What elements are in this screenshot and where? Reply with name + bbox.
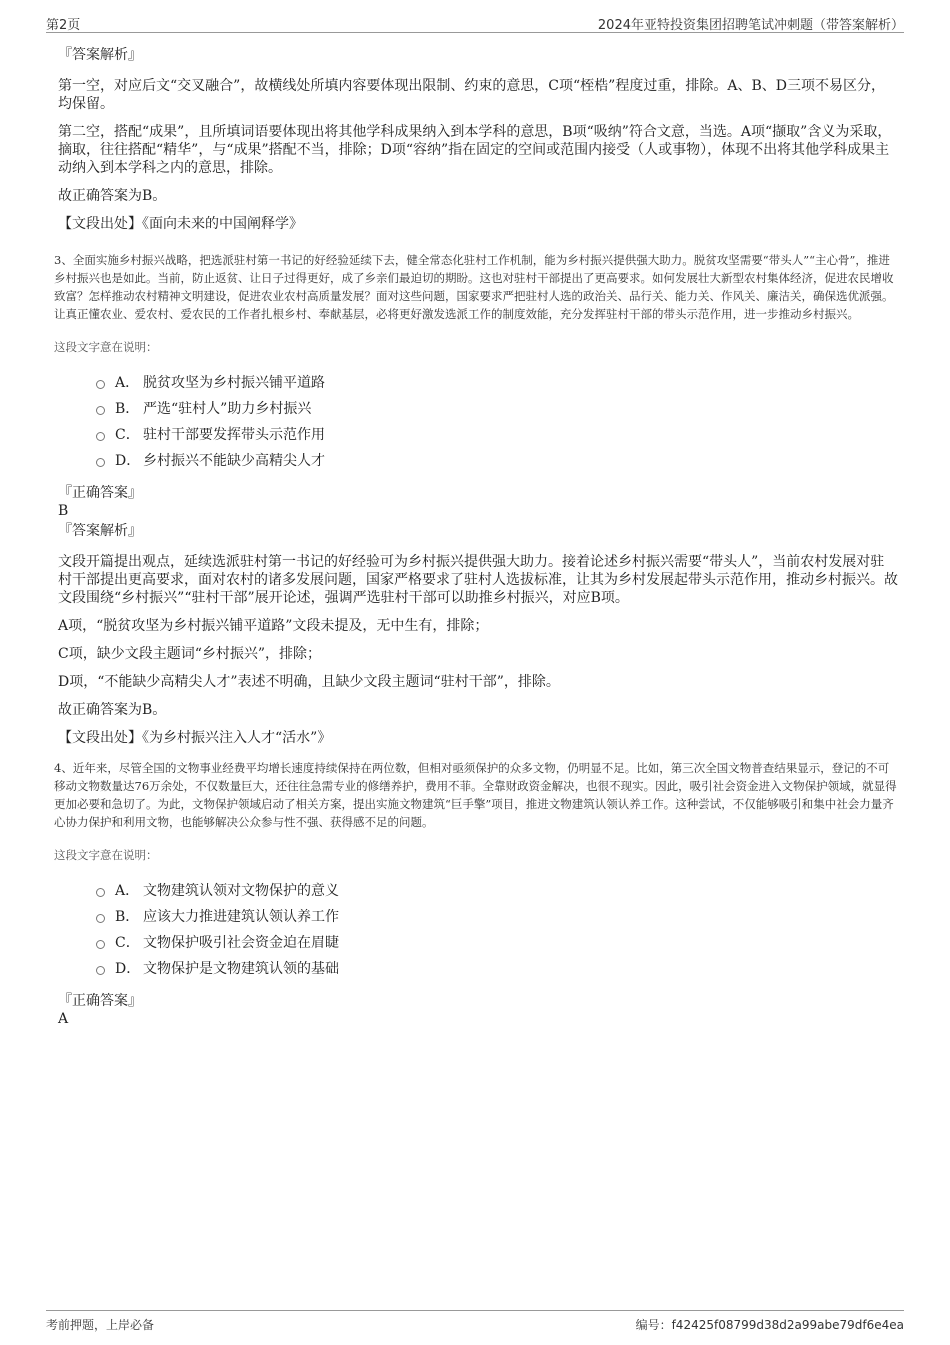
option-text: 文物建筑认领对文物保护的意义: [143, 883, 339, 899]
radio-icon[interactable]: [96, 966, 105, 975]
question-3-text: 3、全面实施乡村振兴战略，把选派驻村第一书记的好经验延续下去，健全常态化驻村工作机制，能为乡村振兴提供强大助力。脱贫攻坚需要“带头人”“主心骨”，推进乡村振兴也是如此。当前，防止返贫、让日子过得更好，成了乡亲们最迫切的期盼。这也对驻村干部提出了更高要求。如何发展壮大新型农村集体经济，促进农民增收致富？怎样推动农村精神文明建设，促进农业农村高质量发展？面对这些问题，国家要求严把驻村人选的政治关、品行关、能力关、作风关、廉洁关，确保选优派强。让真正懂农业、爱农村、爱农民的工作者扎根乡村、奉献基层，必将更好激发选派工作的制度效能，充分发挥驻村干部的带头示范作用，进一步推动乡村振兴。: [54, 253, 894, 321]
analysis-paragraph: 文段开篇提出观点，延续选派驻村第一书记的好经验可为乡村振兴提供强大助力。接着论述乡村振兴需要“带头人”，当前农村发展对驻村干部提出更高要求，面对农村的诸多发展问题，国家严格要求了驻村人选拔标准，让其为乡村发展起带头示范作用，推动乡村振兴。故文段围绕“乡村振兴”“驻村干部”展开论述，强调严选驻村干部可以助推乡村振兴，对应B项。: [58, 554, 898, 606]
radio-icon[interactable]: [96, 432, 105, 441]
correct-answer: B: [58, 503, 69, 519]
option-text: 应该大力推进建筑认领认养工作: [143, 909, 339, 925]
radio-icon[interactable]: [96, 914, 105, 923]
option-d[interactable]: [96, 447, 898, 473]
option-letter: C．: [115, 935, 140, 951]
option-text: 文物保护是文物建筑认领的基础: [143, 961, 339, 977]
analysis-paragraph: A项，“脱贫攻坚为乡村振兴铺平道路”文段未提及，无中生有，排除；: [58, 618, 489, 634]
option-a[interactable]: [96, 877, 898, 903]
page-number: 第2页: [46, 18, 81, 33]
source: 【文段出处】《面向未来的中国阐释学》: [58, 216, 303, 232]
option-b[interactable]: [96, 903, 898, 929]
option-text: 文物保护吸引社会资金迫在眉睫: [143, 935, 339, 951]
radio-icon[interactable]: [96, 458, 105, 467]
document-id: 编号：f42425f08799d38d2a99abe79df6e4ea: [635, 1318, 904, 1332]
option-text: 驻村干部要发挥带头示范作用: [143, 427, 325, 443]
option-b[interactable]: [96, 395, 898, 421]
option-text: 严选“驻村人”助力乡村振兴: [143, 401, 312, 417]
option-a[interactable]: [96, 369, 898, 395]
option-letter: A．: [115, 883, 140, 899]
option-letter: D．: [115, 961, 141, 977]
option-letter: B．: [115, 401, 140, 417]
analysis-label: 『答案解析』: [58, 523, 142, 539]
conclusion: 故正确答案为B。: [58, 702, 167, 718]
option-text: 脱贫攻坚为乡村振兴铺平道路: [143, 375, 325, 391]
question-3-options: [96, 369, 898, 473]
correct-answer-label: 『正确答案』: [58, 993, 142, 1009]
correct-answer: A: [58, 1011, 69, 1027]
question-prompt: 这段文字意在说明：: [54, 848, 158, 862]
analysis-paragraph: D项，“不能缺少高精尖人才”表述不明确，且缺少文段主题词“驻村干部”，排除。: [58, 674, 560, 690]
correct-answer-label: 『正确答案』: [58, 485, 142, 501]
option-letter: A．: [115, 375, 140, 391]
question-prompt: 这段文字意在说明：: [54, 340, 158, 354]
option-c[interactable]: [96, 929, 898, 955]
option-letter: B．: [115, 909, 140, 925]
radio-icon[interactable]: [96, 406, 105, 415]
source: 【文段出处】《为乡村振兴注入人才“活水”》: [58, 730, 332, 746]
question-4-options: [96, 877, 898, 981]
option-d[interactable]: [96, 955, 898, 981]
analysis-paragraph: 第二空，搭配“成果”，且所填词语要体现出将其他学科成果纳入到本学科的意思，B项“吸纳”符合文意，当选。A项“撷取”含义为采取，摘取，往往搭配“精华”，与“成果”搭配不当，排除；D项“容纳”指在固定的空间或范围内接受（人或事物），体现不出将其他学科成果主动纳入到本学科之内的意思，排除。: [58, 124, 892, 176]
page-footer: [46, 1310, 904, 1333]
analysis-paragraph: C项，缺少文段主题词“乡村振兴”，排除；: [58, 646, 322, 662]
footer-slogan: 考前押题，上岸必备: [46, 1318, 155, 1332]
option-letter: C．: [115, 427, 140, 443]
page-header: [46, 10, 904, 33]
conclusion: 故正确答案为B。: [58, 188, 167, 204]
document-title: 2024年亚特投资集团招聘笔试冲刺题（带答案解析）: [597, 18, 904, 33]
option-c[interactable]: [96, 421, 898, 447]
page-content: [54, 45, 898, 1029]
analysis-paragraph: 第一空，对应后文“交叉融合”，故横线处所填内容要体现出限制、约束的意思，C项“桎梏”程度过重，排除。A、B、D三项不易区分，均保留。: [58, 78, 885, 112]
radio-icon[interactable]: [96, 888, 105, 897]
radio-icon[interactable]: [96, 380, 105, 389]
analysis-label: 『答案解析』: [58, 47, 142, 63]
question-4-text: 4、近年来，尽管全国的文物事业经费平均增长速度持续保持在两位数，但相对亟须保护的众多文物，仍明显不足。比如，第三次全国文物普查结果显示，登记的不可移动文物数量达76万余处，不仅数量巨大，还往往急需专业的修缮养护，费用不菲。全靠财政资金解决，也很不现实。因此，吸引社会资金进入文物保护领域，就显得更加必要和急切了。为此，文物保护领域启动了相关方案，提出实施文物建筑“巨手擎”项目，推进文物建筑认领认养工作。这种尝试，不仅能够吸引和集中社会力量齐心协力保护和利用文物，也能够解决公众参与性不强、获得感不足的问题。: [54, 761, 897, 829]
option-letter: D．: [115, 453, 141, 469]
radio-icon[interactable]: [96, 940, 105, 949]
option-text: 乡村振兴不能缺少高精尖人才: [143, 453, 325, 469]
